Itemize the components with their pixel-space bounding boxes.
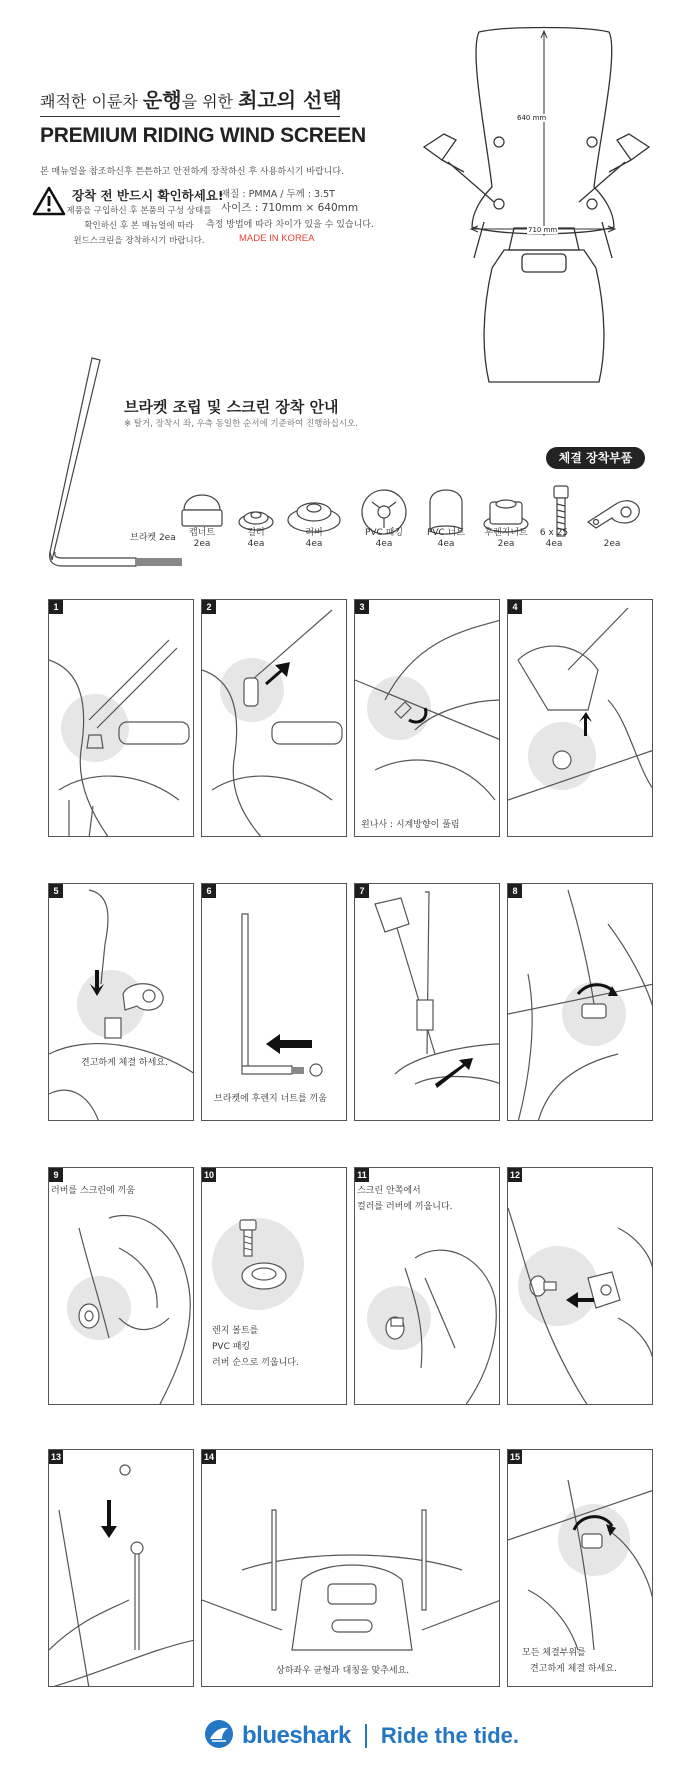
step-number: 14 xyxy=(203,1452,214,1462)
parts-heading-badge: 체결 장착부품 xyxy=(546,447,645,469)
step-number: 11 xyxy=(355,1168,369,1182)
page-title: PREMIUM RIDING WIND SCREEN xyxy=(40,124,366,147)
assembly-note: ※ 탈거, 장착시 좌, 우측 동일한 순서에 기준하여 진행하십시오. xyxy=(124,419,358,429)
step-caption: 왼나사 : 시계방향이 풀림 xyxy=(361,820,460,830)
step-caption: PVC 패킹 xyxy=(212,1342,251,1352)
step-panel-15 xyxy=(507,1449,653,1687)
part-label: 러버 4ea xyxy=(305,528,323,549)
subtitle-part: 을 위한 xyxy=(181,92,239,111)
step-panel-4 xyxy=(507,599,653,837)
step-caption: 견고하게 체결 하세요. xyxy=(81,1058,168,1068)
subtitle-part: 운행 xyxy=(142,88,182,112)
width-dimension-label: 710 mm xyxy=(528,226,558,234)
header-divider xyxy=(40,116,340,117)
step-number: 7 xyxy=(355,884,369,898)
step-panel-11 xyxy=(354,1167,500,1405)
part-label: 2ea xyxy=(603,539,621,549)
spec-size: 사이즈 : 710mm × 640mm xyxy=(221,202,359,214)
step-number: 15 xyxy=(509,1452,520,1462)
subtitle-part: 쾌적한 이륜차 xyxy=(40,92,143,111)
brand-tagline: Ride the tide. xyxy=(380,1723,520,1748)
clamp-icon xyxy=(588,501,639,528)
step-number: 4 xyxy=(508,600,522,614)
part-label: PVC 패킹 4ea xyxy=(364,528,404,549)
step-number: 13 xyxy=(50,1452,61,1462)
made-in-label: MADE IN KOREA xyxy=(239,233,315,244)
footer-brand xyxy=(204,1716,519,1756)
blueshark-logo-icon xyxy=(204,1719,234,1753)
step-caption: 컬러를 러버에 끼웁니다. xyxy=(357,1202,453,1212)
step-caption: 브라켓에 후렌지 너트를 끼움 xyxy=(214,1094,327,1104)
part-label: 후렌지너트 2ea xyxy=(484,528,528,549)
step-caption: 상하좌우 균형과 대칭을 맞추세요. xyxy=(276,1666,410,1676)
step-caption: 견고하게 체결 하세요. xyxy=(530,1664,617,1674)
step-caption: 모든 체결부위를 xyxy=(522,1648,586,1658)
warning-line: 제품을 구입하신 후 본품의 구성 상태를 xyxy=(66,206,212,216)
brand-name: blueshark xyxy=(242,1722,351,1749)
spec-note: 측정 방법에 따라 차이가 있을 수 있습니다. xyxy=(206,220,374,230)
step-panel-10 xyxy=(201,1167,347,1405)
cap-nut-icon xyxy=(182,495,222,526)
part-label: 캡너트 2ea xyxy=(188,528,216,549)
spec-material: 재질 : PMMA / 두께 : 3.5T xyxy=(221,189,335,200)
subtitle-part: 최고의 선택 xyxy=(238,88,342,112)
step-number: 2 xyxy=(202,600,216,614)
height-dimension-label: 640 mm xyxy=(517,114,547,122)
step-number: 12 xyxy=(509,1170,520,1180)
bracket-label: 브라켓 2ea xyxy=(130,533,176,543)
warning-line: 확인하신 후 본 매뉴얼에 따라 xyxy=(84,221,194,231)
step-number: 6 xyxy=(202,884,216,898)
step-panel-13 xyxy=(48,1449,194,1687)
step-panel-7 xyxy=(354,883,500,1121)
warning-title: 장착 전 반드시 확인하세요! xyxy=(72,188,224,203)
part-label: PVC 너트 4ea xyxy=(426,528,466,549)
header-subtitle xyxy=(40,84,342,113)
windscreen-diagram xyxy=(384,22,684,392)
step-panel-12 xyxy=(507,1167,653,1405)
step-number: 9 xyxy=(49,1168,63,1182)
warning-icon xyxy=(32,186,66,220)
step-caption: 러버 순으로 끼웁니다. xyxy=(212,1358,299,1368)
part-label: 6 x 25 4ea xyxy=(539,528,569,549)
step-panel-9 xyxy=(48,1167,194,1405)
step-panel-5 xyxy=(48,883,194,1121)
step-panel-8 xyxy=(507,883,653,1121)
step-number: 8 xyxy=(508,884,522,898)
brand-separator xyxy=(365,1724,367,1748)
step-number: 3 xyxy=(355,600,369,614)
step-number: 10 xyxy=(203,1170,214,1180)
step-panel-2 xyxy=(201,599,347,837)
step-number: 1 xyxy=(49,600,63,614)
step-caption: 렌지 볼트를 xyxy=(212,1326,259,1336)
step-caption: 러버를 스크린에 끼움 xyxy=(51,1186,135,1196)
step-panel-3 xyxy=(354,599,500,837)
part-label: 컬러 4ea xyxy=(247,528,265,549)
step-panel-6 xyxy=(201,883,347,1121)
step-caption: 스크린 안쪽에서 xyxy=(357,1186,421,1196)
warning-line: 윈드스크린을 장착하시기 바랍니다. xyxy=(73,236,205,246)
step-number: 5 xyxy=(49,884,63,898)
intro-text: 본 매뉴얼을 참조하신후 튼튼하고 안전하게 장착하신 후 사용하시기 바랍니다. xyxy=(40,167,344,177)
step-panel-1 xyxy=(48,599,194,837)
assembly-title: 브라켓 조립 및 스크린 장착 안내 xyxy=(124,398,339,416)
step-panel-14 xyxy=(201,1449,500,1687)
